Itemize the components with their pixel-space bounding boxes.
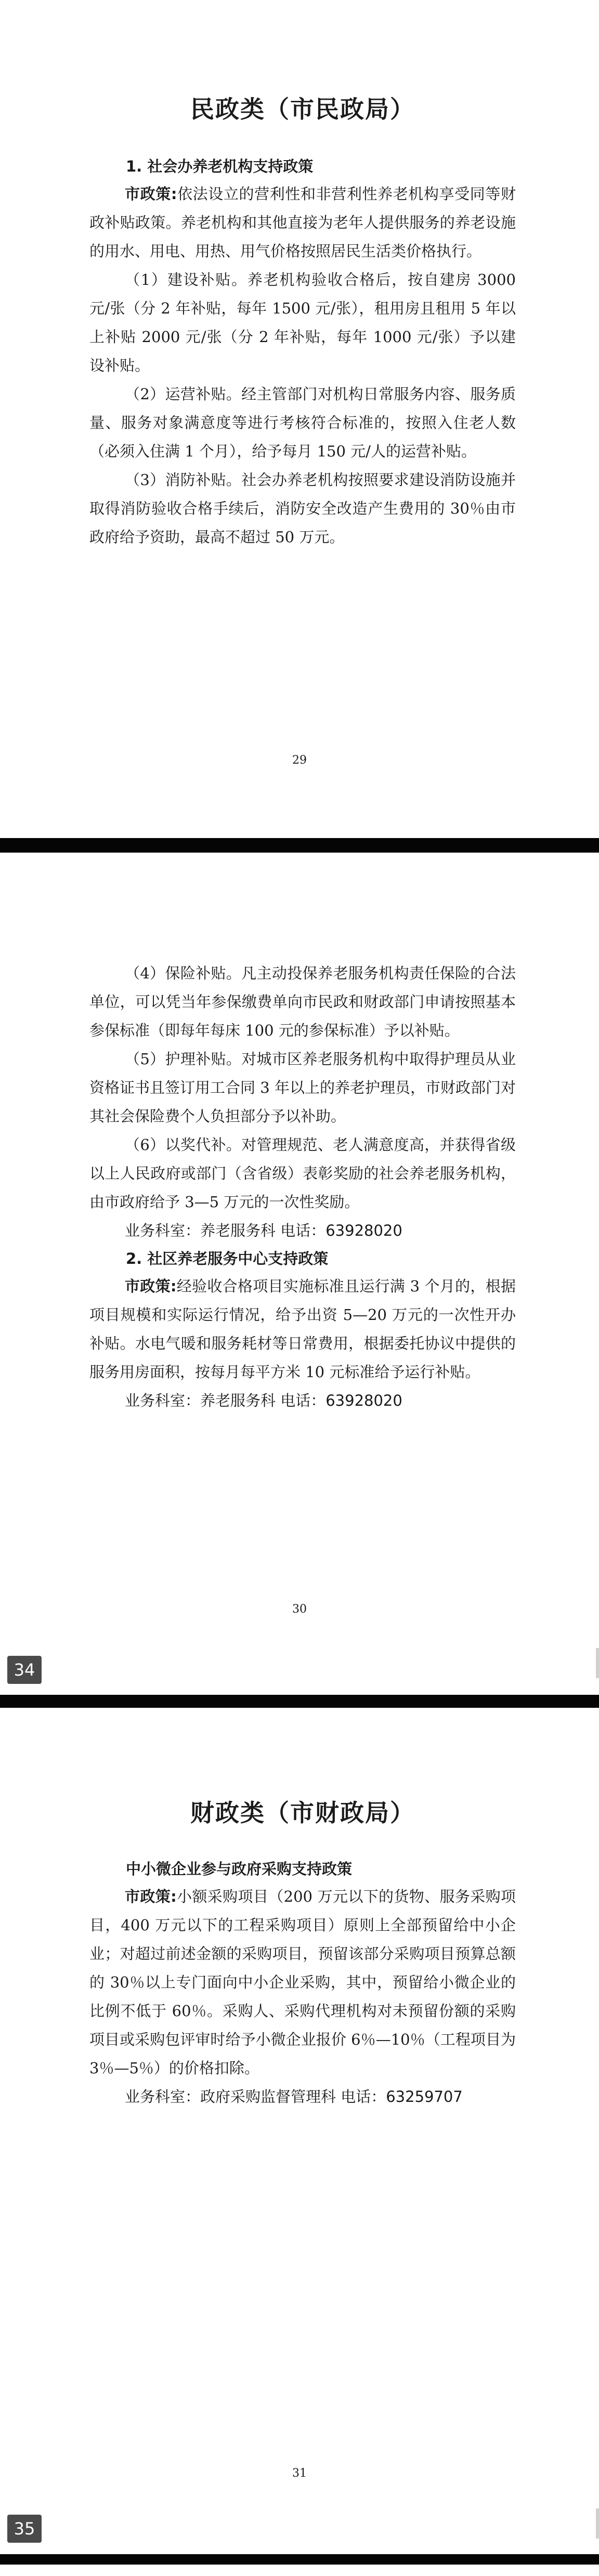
document-page-31: [0, 1708, 599, 2554]
policy-text: 依法设立的营利性和非营利性养老机构享受同等财政补贴政策。养老机构和其他直接为老年人提供服务的养老设施的用水、用电、用热、用气价格按照居民生活类价格执行。: [89, 185, 516, 260]
policy-text: 经验收合格项目实施标准且运行满 3 个月的，根据项目规模和实际运行情况，给予出资 5—20 万元的一次性开办补贴。水电气暖和服务耗材等日常费用，根据委托协议中提供的服务用房面积，按每月每平方米 10 元标准给予运行补贴。: [89, 1277, 516, 1381]
item-paragraph: （5）护理补贴。对城市区养老服务机构中取得护理员从业资格证书且签订用工合同 3 年以上的养老护理员，市财政部门对其社会保险费个人负担部分予以补助。: [89, 1050, 516, 1125]
page-badge: 34: [7, 1656, 42, 1684]
document-page-30: [0, 853, 599, 1695]
page-separator: [0, 1695, 599, 1708]
page-number: 29: [292, 754, 307, 767]
section-heading: 中小微企业参与政府采购支持政策: [126, 1860, 353, 1878]
item-paragraph: （4）保险补贴。凡主动投保养老服务机构责任保险的合法单位，可以凭当年参保缴费单向市民政和财政部门申请按照基本参保标准（即每年每床 100 元的参保标准）予以补贴。: [89, 964, 516, 1039]
page-separator: [0, 2554, 599, 2565]
policy-lead: 市政策:: [125, 185, 177, 203]
policy-paragraph: [89, 180, 516, 266]
item-paragraph: （2）运营补贴。经主管部门对机构日常服务内容、服务质量、服务对象满意度等进行考核符合标准的，按照入住老人数（必须入住满 1 个月），给予每月 150 元/人的运营补贴。: [89, 385, 516, 460]
edge-mark: [596, 2508, 599, 2539]
page-badge: 35: [7, 2515, 42, 2543]
contact-line: 业务科室：政府采购监督管理科 电话：63259707: [125, 2088, 463, 2106]
section-heading: 2. 社区养老服务中心支持政策: [126, 1250, 329, 1267]
policy-paragraph: [89, 1272, 516, 1387]
policy-text: 小额采购项目（200 万元以下的货物、服务采购项目，400 万元以下的工程采购项目）原则上全部预留给中小企业；对超过前述金额的采购项目，预留该部分采购项目预算总额的 30％以上专门面向中小企业采购，其中，预留给小微企业的比例不低于 60％。采购人、采购代理机构对未预留份额的采购项目或采购包评审时给予小微企业报价 6％—10％（工程项目为 3％—5％）的价格扣除。: [89, 1888, 516, 2077]
policy-paragraph: [89, 1882, 516, 2083]
page-body: [89, 1796, 516, 2111]
item-paragraph: （3）消防补贴。社会办养老机构按照要求建设消防设施并取得消防验收合格手续后，消防安全改造产生费用的 30％由市政府给予资助，最高不超过 50 万元。: [89, 471, 516, 546]
item-paragraph: （6）以奖代补。对管理规范、老人满意度高，并获得省级以上人民政府或部门（含省级）表彰奖励的社会养老服务机构，由市政府给予 3—5 万元的一次性奖励。: [89, 1136, 516, 1211]
page-number: 31: [292, 2467, 307, 2480]
page-separator: [0, 838, 599, 853]
item-paragraph: （1）建设补贴。养老机构验收合格后，按自建房 3000 元/张（分 2 年补贴，每年 1500 元/张），租用房且租用 5 年以上补贴 2000 元/张（分 2 年补贴，每年 1000 元/张）予以建设补贴。: [89, 271, 516, 374]
contact-line: 业务科室：养老服务科 电话：63928020: [125, 1392, 402, 1409]
policy-lead: 市政策:: [125, 1277, 177, 1295]
page-number: 30: [292, 1603, 307, 1616]
policy-lead: 市政策:: [125, 1888, 177, 1905]
page-title: 财政类（市财政局）: [190, 1799, 415, 1827]
page-body: [89, 93, 516, 552]
section-heading: 1. 社会办养老机构支持政策: [126, 158, 314, 175]
edge-mark: [596, 1648, 599, 1678]
page-body: [89, 959, 516, 1415]
page-title: 民政类（市民政局）: [190, 95, 415, 123]
document-page-29: [0, 0, 599, 838]
contact-line: 业务科室：养老服务科 电话：63928020: [125, 1222, 402, 1239]
